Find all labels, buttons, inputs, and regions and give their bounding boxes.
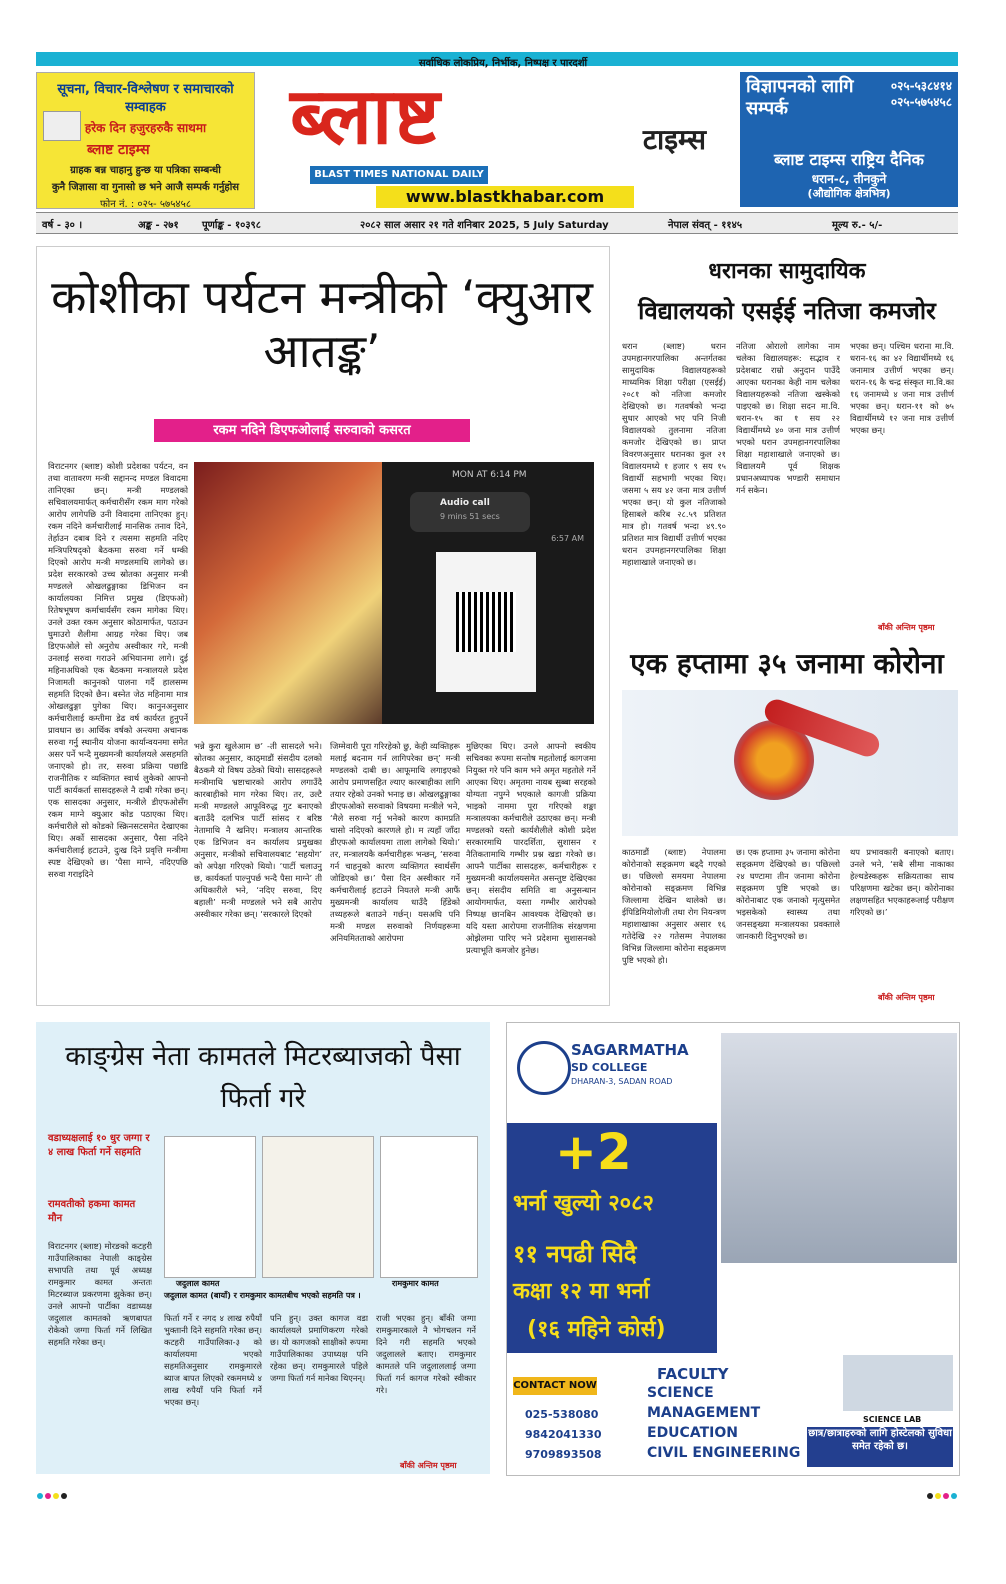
website-link[interactable]: www.blastkhabar.com <box>376 186 634 208</box>
see-headline-line1[interactable]: धरानका सामुदायिक <box>708 259 866 284</box>
ramkumar-photo <box>380 1136 478 1278</box>
ad-paper-name: ब्लाष्ट टाइम्स राष्ट्रिय दैनिक <box>774 150 924 169</box>
college-phones <box>525 1405 602 1465</box>
students-photo <box>721 1033 957 1263</box>
kamat-column-2: फिर्ता गर्ने र नगद ४ लाख रुपैयाँ भुक्तानी दिने सहमति गरेका छन्। कटहरी गाउँपालिका-३ को कार्यालयमा भएको सहमतिअनुसार रामकुमारले ब्याज बापत लिएको रकममध्ये ४ लाख रुपैयाँ पनि फिर्ता गर्ने भएका छन्। <box>164 1313 262 1407</box>
faculty-education: EDUCATION <box>647 1425 738 1441</box>
lead-column-2: भन्ने कुरा खुलेआम छ’ -ती सासदले भने। स्रोतका अनुसार, काठ्माडौं संसदीय दलको बैठकमै यो विषय उठेको थियो। सासदहरूले मन्त्रीमाथि भ्रष्टाचारको आरोप लगाउँदै कारबाहीको माग गरेका थिए। तर, उल्टै मन्त्री मण्डलले आफूविरुद्ध गुट बनाएको बताउँदै दलभित्र पार्टी सांसद र बरिष्ठ नेतामाथि नै खनिए। मन्त्रालय आन्तरिक एक डिभिजन वन कार्यालय प्रमुखका अनुसार, मन्त्रीको सचिवालयबाट ‘सहयोग’ को अपेक्षा गरिएको थियो। ‘पार्टी चलाउनु छ, कार्यकर्ता पाल्नुपर्छ भन्दै पैसा माग्ने’ ती अधिकारीले भने, ‘नदिए सरुवा, दिए बहाली’ मन्त्री मण्डलले भने सबै आरोप अस्वीकार गरेका छन्। ‘सरकारले दिएको <box>194 741 322 919</box>
ad-text-2: कुनै जिज्ञासा वा गुनासो छ भने आजै सम्पर्क गर्नुहोस <box>51 182 240 193</box>
ad-phone-2: ०२५-५७५४५८ <box>890 95 952 109</box>
issue-total: पूर्णाङ्क - १०३९८ <box>202 220 261 231</box>
print-registration-marks <box>36 1492 958 1500</box>
lead-subheadline: रकम नदिने डिएफओलाई सरुवाको कसरत <box>154 419 470 442</box>
college-logo-icon <box>517 1041 571 1095</box>
newspaper-icon <box>43 111 81 141</box>
kamat-continued[interactable]: बाँकी अन्तिम पृष्ठमा <box>400 1461 457 1470</box>
faculty-science: SCIENCE <box>647 1385 714 1401</box>
screen-clock: 6:57 AM <box>551 534 584 543</box>
college-name-2: SD COLLEGE <box>571 1061 648 1074</box>
ad-phones <box>891 78 952 110</box>
covid-headline[interactable]: एक हप्तामा ३५ जनामा कोरोना <box>630 647 944 680</box>
faculty-civil: CIVIL ENGINEERING <box>647 1445 801 1461</box>
ad-phone-1: ०२५-५३८४१४ <box>890 79 952 93</box>
see-column-1: धरान (ब्लाष्ट) धरान उपमहानगरपालिका अन्तर्गतका सामुदायिक विद्यालयहरूको माध्यमिक शिक्षा परीक्षा (एसईई) २०८१ को नतिजा कमजोर देखिएको छ। गतवर्षको भन्दा सुधार आएको भए पनि निजी विद्यालयको तुलनामा नतिजा कमजोर देखिएको छ। प्राप्त विवरणअनुसार धरानका कुल २१ विद्यालयमध्ये १ हजार ९ सय १५ विद्यार्थी सहभागी भएका थिए। जसमा ५ सय ४२ जना मात्र उत्तीर्ण भएका छन्। यो कुल नतिजाको हिसाबले करिब २८.५९ प्रतिशत मात्र हो। गतवर्ष भन्दा ४९.९० प्रतिशत मात्र विद्यार्थी उत्तीर्ण भएका धरान उपमहानगरपालिका शिक्षा महाशाखाले जनाएको छ। <box>622 341 726 567</box>
photo-caption: जदुलाल कामत (बायाँ) र रामकुमार कामतबीच भएको सहमति पत्र । <box>164 1291 361 1300</box>
price: मूल्य रु.- ५/- <box>832 220 883 231</box>
see-column-3: भएका छन्। पश्चिम धराना मा.वि. धरान-१६ का ४२ विद्यार्थीमध्ये १६ जनामात्र उत्तीर्ण भएका छन्। धरान-१६ कै चन्द्र संस्कृत मा.वि.का १६ जनामध्ये ४ जना मात्र उत्तीर्ण भएका छन्। धरान-११ को ७५ विद्यार्थीमध्ये १२ जना मात्र उत्तीर्ण भएका छन्। <box>850 341 954 435</box>
issue-info-bar <box>36 212 958 234</box>
plus-two-label: +2 <box>555 1123 632 1181</box>
jadulal-caption: जदुलाल कामत <box>176 1279 220 1288</box>
kamat-column-3: पनि हुन्। उक्त कागज वडा कार्यालयले प्रमाणिकरण गरेको छ। यो कागजको साक्षीको रूपमा गाउँपालिकाका उपाध्यक्ष पनि रहेका छन्। रामकुमारले पहिले जग्गा फिर्ता गर्न मानेका थिएनन्। <box>270 1313 368 1383</box>
subscription-ad <box>36 72 255 209</box>
logo-main-text: ब्लाष्ट <box>290 71 442 162</box>
ad-address: धरान-८, तीनकुने <box>811 172 887 186</box>
ad-brand: ब्लाष्ट टाइम्स <box>87 142 150 158</box>
screen-time: MON AT 6:14 PM <box>452 470 527 480</box>
qr-image <box>436 552 536 692</box>
kamat-column-1: विराटनगर (ब्लाष्ट) मोरङको कटहरी गाउँपालिकाका नेपाली काङ्ग्रेस सभापति तथा पूर्व अध्यक्ष रामकुमार कामत अन्ततः मिटरब्याज प्रकरणमा झुकेका छन्। उनले आफ्नो पार्टीका वडाध्यक्ष जदुलाल कामतको ऋणबापत रोकेको जग्गा फिर्ता गर्ने लिखित सहमति गरेका छन्। <box>48 1241 152 1347</box>
ad-sub: हरेक दिन हजुरहरुकै साथमा <box>84 121 207 135</box>
daily-label: BLAST TIMES NATIONAL DAILY <box>310 166 488 184</box>
ad-headline: सूचना, विचार-विश्लेषण र समाचारको सम्वाहक <box>57 82 234 115</box>
minister-photo <box>194 462 382 724</box>
science-lab-photo <box>843 1355 953 1411</box>
ad-phone: फोन नं. : ०२५- ५७५४५८ <box>99 199 192 210</box>
see-continued[interactable]: बाँकी अन्तिम पृष्ठमा <box>878 623 935 632</box>
college-phone-1[interactable]: 025-538080 <box>525 1408 599 1421</box>
faculty-management: MANAGEMENT <box>647 1405 761 1421</box>
college-phone-2[interactable]: 9842041330 <box>525 1428 602 1441</box>
ad-line-3: (१६ महिने कोर्स) <box>527 1317 666 1342</box>
science-lab-caption: SCIENCE LAB <box>863 1415 922 1424</box>
college-name: SAGARMATHA <box>571 1041 689 1059</box>
nepal-samvat: नेपाल संवत् - ११४५ <box>668 220 743 231</box>
contact-now-label[interactable]: CONTACT NOW <box>513 1377 597 1395</box>
college-phone-3[interactable]: 9709893508 <box>525 1448 602 1461</box>
covid-column-2: छ। एक हप्तामा ३५ जनामा कोरोना सङ्क्रमण देखिएको छ। पछिल्लो २४ घण्टामा तीन जनामा कोरोना सङ्क्रमण पुष्टि भएको छ। कोरोनाबाट एक जनाको मृत्युसमेत भइसकेको स्वास्थ्य तथा जनसङ्ख्या मन्त्रालयका प्रवक्ताले जानकारी दिनुभएको छ। <box>736 847 840 941</box>
jadulal-photo <box>164 1136 256 1278</box>
see-column-2: नतिजा ओरालो लागेका नाम चलेका विद्यालयहरू: सद्भाव र प्रदेशबाट राम्रो अनुदान पाउँदै आएका धरानका केही नाम चलेका विद्यालयहरूको नतिजा खस्केको पाइएको छ। शिक्षा सदन मा.वि. धरान-१५ का १ सय २२ विद्यार्थीमध्ये ४० जना मात्र उत्तीर्ण भएको धरान उपमहानगरपालिका शिक्षा महाशाखाले जनाएको छ। विद्यालयमै पूर्व शिक्षक प्रधानअध्यापक भण्डारी समाधान गर्न सकेन। <box>736 341 840 495</box>
see-headline-line2[interactable]: विद्यालयको एसईई नतिजा कमजोर <box>638 297 936 325</box>
kamat-column-4: राजी भएका हुन्। बाँकी जग्गा रामकुमारकाले नै भोगचलन गर्ने दिने गरी सहमति भएको जदुलालले बताए। रामकुमार कामतले पनि जदुलाललाई जग्गा फिर्ता गर्न कागज गरेको स्वीकार गरे। <box>376 1313 476 1395</box>
qr-code-icon <box>456 592 516 652</box>
ad-area: (औद्योगिक क्षेत्रभित्र) <box>807 187 891 200</box>
masthead-logo <box>290 68 714 166</box>
ad-line-1: ११ नपढी सिदै <box>513 1240 637 1268</box>
kamat-bullet-2: रामवतीको हकमा कामत मौन <box>48 1199 136 1224</box>
ad-line-2: कक्षा १२ मा भर्ना <box>513 1279 650 1304</box>
faculty-label: FACULTY <box>657 1365 729 1383</box>
college-ad[interactable] <box>506 1022 960 1476</box>
issue-number: अङ्क - २७१ <box>138 220 179 231</box>
advertising-contact-ad <box>740 72 958 207</box>
covid-image <box>622 690 958 836</box>
logo-sub-text: टाइम्स <box>642 123 706 156</box>
audio-call-card <box>410 492 530 532</box>
agreement-document-photo <box>262 1136 374 1278</box>
ramkumar-caption: रामकुमार कामत <box>392 1279 439 1288</box>
audio-call-label: Audio call <box>440 498 490 508</box>
faculty-list <box>647 1383 800 1463</box>
kamat-headline[interactable]: काङ्ग्रेस नेता कामतले मिटरब्याजको पैसा फिर्ता गरे <box>65 1041 461 1114</box>
lead-column-3: जिम्मेवारी पूरा गरिरहेको छु, केही व्यक्तिहरू मलाई बदनाम गर्न लागिपरेका छन्’ मन्त्री मण्डलको दाबी छ। आफूमाथि लगाइएको आरोप प्रमाणसहित ल्याए कारबाहीका लागि तयार रहेको उनको भनाइ छ। ओखलढुङ्गाका डीएफओको सरुवाको विषयमा मन्त्रीले भने, ‘मैले सरुवा गर्नु भनेको कारण कामप्रति चासो नदिएको कारणले हो। म त्यहाँ जाँदा डीएफओ कार्यालयमा ताला लागेको थियो।’ तर, मन्त्रालयकै कर्मचारीहरू भन्छन्, ‘सरुवा गर्न चाहनुको कारण व्यक्तिगत स्वार्थसँग जोडिएको छ।’ पैसा दिन अस्वीकार गर्ने कर्मचारीलाई हटाउने नियतले मन्त्री आफैं मुख्यमन्त्री कार्यालय धाउँदै हिँडेको तथ्यहरूले बताउने गर्छन्। यसअघि पनि मन्त्री मण्डल सरुवाको निर्णयहरूमा अनियमितताको आरोपमा <box>330 741 460 943</box>
covid-column-1: काठमाडौं (ब्लाष्ट) नेपालमा कोरोनाको सङ्क्रमण बढ्दै गएको छ। पछिल्लो समयमा नेपालमा कोरोनाको सङ्क्रमण विभिन्न जिल्लामा देखिन थालेको छ। ईपिडिमियोलोजी तथा रोग नियन्त्रण महाशाखाका अनुसार असार १६ गतेदेखि २२ गतेसम्म नेपालका विभिन्न जिल्लामा कोरोना सङ्क्रमण पुष्टि भएको हो। <box>622 847 726 965</box>
hostel-notice: छात्र/छात्राहरुको लागि होस्टेलको सुविधा समेत रहेको छ। <box>807 1427 953 1467</box>
issue-year: वर्ष - ३० । <box>42 220 83 231</box>
college-address: DHARAN-3, SADAN ROAD <box>571 1077 673 1086</box>
phone-screenshot-image <box>382 462 594 724</box>
kamat-bullet-1: वडाध्यक्षलाई १० धुर जग्गा र ४ लाख फिर्ता गर्ने सहमति <box>48 1133 150 1158</box>
ad-text-1: ग्राहक बन्न चाहानु हुन्छ या पत्रिका सम्बन्धी <box>70 165 221 176</box>
covid-continued[interactable]: बाँकी अन्तिम पृष्ठमा <box>878 993 935 1002</box>
call-duration: 9 mins 51 secs <box>440 512 500 521</box>
ad-contact-heading: विज्ञापनको लागि सम्पर्क <box>746 76 854 119</box>
lead-headline[interactable]: कोशीका पर्यटन मन्त्रीको ‘क्युआर आतङ्क’ <box>51 270 593 378</box>
issue-date: २०८२ साल असार २१ गते शनिबार 2025, 5 July Saturday <box>360 220 609 231</box>
covid-column-3: थप प्रभावकारी बनाएको बताए। उनले भने, ‘सबै सीमा नाकाका हेल्थडेस्कहरू सक्रियताका साथ परिक्षणमा खटेका छन्। कोरोनाका लक्षणसहित भएकाहरूलाई परीक्षण गरिएको छ।’ <box>850 847 954 917</box>
tagline: सर्वाधिक लोकप्रिय, निर्भीक, निष्पक्ष र पारदर्शी <box>418 58 588 69</box>
lead-column-4: मुछिएका थिए। उनले आफ्नो स्वकीय सचिवका रूपमा सन्तोष महतोलाई कागजमा नियुक्त गरे पनि काम भने अमृत महतोले गर्ने आएका थिए। अमृतमा नायब सुब्बा सरहको योग्यता नपुग्ने भएकाले कागजी प्रक्रिया भाइको नाममा पूरा गरिएको शङ्का मन्त्रालयका कर्मचारीले उठाएका छन्। मन्त्री मण्डलको यस्तो कार्यशैलीले कोशी प्रदेश सरकारमाथि पारदर्शिता, सुशासन र नैतिकतामाथि गम्भीर प्रश्न खडा गरेको छ। आफ्नै पार्टीका सासदहरू, कर्मचारीहरू र मुख्यमन्त्री कार्यालयसमेत असन्तुष्ट देखिएका छन्। संसदीय समिति वा अनुसन्धान आयोगमार्फत, यस्ता गम्भीर आरोपको निष्पक्ष छानबिन आवश्यक देखिएको छ। यदि यस्ता आरोपमा राजनीतिक संरक्षणमा ओझेलमा पारिए भने प्रदेशमा सुशासनको प्रत्याभूति कमजोर हुनेछ। <box>466 741 596 955</box>
admission-label: भर्ना खुल्यो २०८२ <box>513 1191 654 1216</box>
lead-column-1: विराटनगर (ब्लाष्ट) कोशी प्रदेशका पर्यटन, वन तथा वातावरण मन्त्री सद्दानन्द मण्डल विवादमा तानिएका छन्। मन्त्री मण्डलको सचिवालयमार्फत् कर्मचारीसँग रकम माग गरेको आरोप लागेपछि उनी विवादमा तानिएका हुन्। रकम नदिने कर्मचारीलाई मानसिक तनाव दिने, तेर्हाउन दबाब दिने र त्यसमा सहमति नदिए मन्त्रिपरिषद्को बैठकमा सरुवा गर्ने धम्की दिएको आरोप मन्त्री मण्डलमाथि लागेको छ। प्रदेश सरकारको उच्च स्रोतका अनुसार मन्त्री मण्डलले ओखलढुङ्गाका डिभिजन वन कार्यालयका निमित्त प्रमुख (डिएफओ) रितेषभूषण कर्माचार्यसँग रकम मागेका थिए। उनले उक्त रकम अनुसार कोठामार्फत, पठाउन घुमाउरो शैलीमा आग्रह गरेका थिए। जब डिएफओले सो अनुरोध अस्वीकार गरे, मन्त्री उनलाई सरुवा गराउने अभियानमा लागे। दुई महिनाअघिको एक बैठकमा मन्त्रालयले प्रदेश निजामती कानुनको पालना गर्दै हालसम्म सहमति दिएको छैन। बस्नेत जेठ महिनामा मात्र ओखलढुङ्गा पुगेका थिए। कानुनअनुसार कर्मचारीलाई कम्तीमा डेढ वर्ष कार्यरत हुनुपर्ने प्रावधान छ। आर्थिक वर्षको अन्त्यमा अचानक सरुवा गर्नु स्थानीय योजना कार्यान्वयनमा समेत असर पर्ने भन्दै मुख्यमन्त्री कार्यालयले असहमति जनाएको हो। तर, सरुवा प्रक्रिया पछाडि राजनीतिक र व्यक्तिगत स्वार्थ लुकेको आफ्नो पार्टी कार्यकर्ता सासदहरूले नै दाबी गरेका छन्। एक सासदका अनुसार, मन्त्रीले डीएफओसँग रकम माग्ने क्युआर कोड पठाएका थिए। कर्मचारीले सो कोडको स्क्रिनसटसमेत देखाएका थिए। अर्को सासदका अनुसार, पैसा नदिने कर्मचारीलाई हटाउने, दुःख दिने प्रवृत्ति मन्त्रीमा स्पष्ट देखिएको छ। ‘पैसा माग्ने, नदिएपछि सरुवा गराइदिने <box>48 461 188 879</box>
